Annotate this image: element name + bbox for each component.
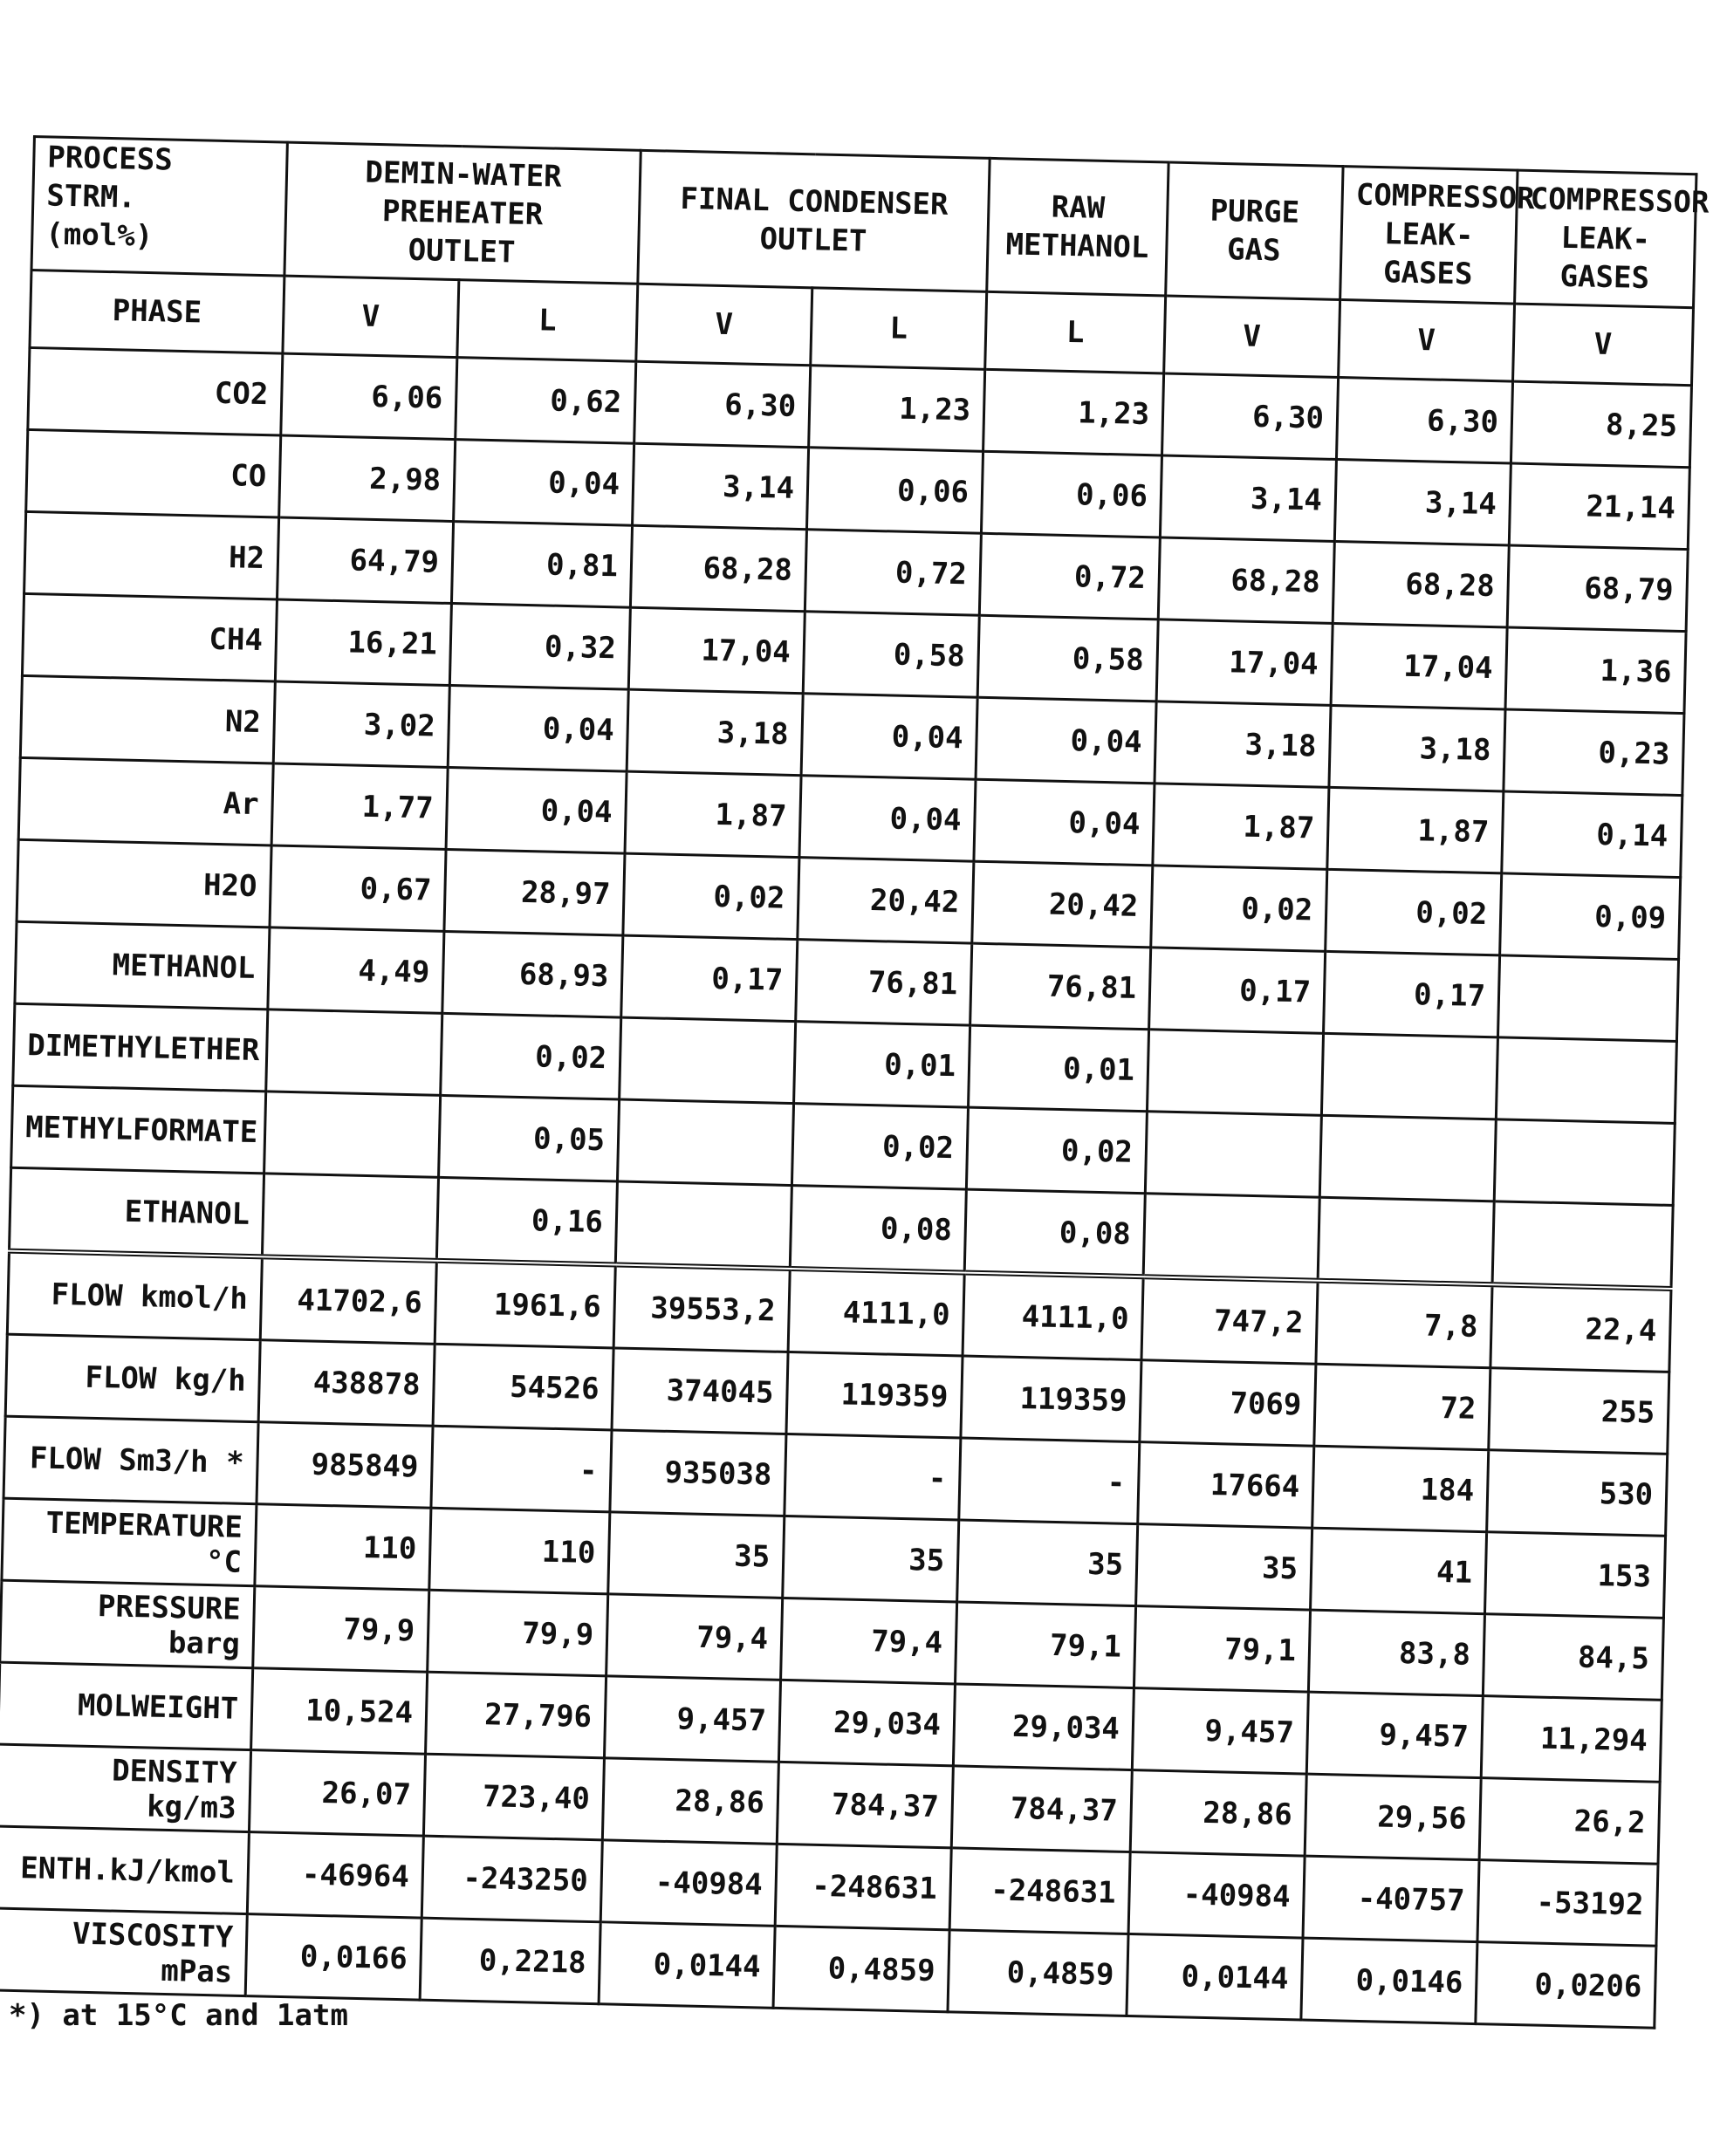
value-cell: 79,1 <box>956 1602 1136 1688</box>
value-cell: 1,77 <box>271 763 448 850</box>
group-title-line1: RAW <box>1051 189 1106 226</box>
value-cell: 3,18 <box>1329 705 1505 791</box>
value-cell: 0,02 <box>1326 869 1502 955</box>
value-cell: 0,72 <box>805 530 981 616</box>
value-cell: 68,28 <box>1333 541 1509 627</box>
phase-cell: V <box>1339 300 1515 382</box>
value-cell: 72 <box>1314 1364 1490 1450</box>
group-title-line1: FINAL CONDENSER <box>680 181 949 222</box>
process-stream-table <box>0 135 1710 2029</box>
value-cell: 4,49 <box>268 927 444 1014</box>
row-label: METHANOL <box>15 921 270 1010</box>
process-stream-header <box>31 137 287 277</box>
value-cell: 4111,0 <box>963 1273 1143 1360</box>
footnote: *) at 15°C and 1atm <box>9 1998 348 2033</box>
process-stream-label: PROCESS STRM. <box>45 140 174 216</box>
value-cell: 1,87 <box>625 771 801 858</box>
value-cell: 0,67 <box>270 845 446 932</box>
row-label: METHYLFORMATE <box>11 1085 266 1174</box>
row-label: DENSITY kg/m3 <box>0 1744 251 1832</box>
value-cell: - <box>431 1426 612 1512</box>
phase-cell: V <box>636 284 812 366</box>
value-cell: 20,42 <box>972 861 1153 948</box>
value-cell: 0,0144 <box>599 1922 775 2009</box>
value-cell: 0,04 <box>801 694 977 780</box>
phase-cell: V <box>1164 296 1340 378</box>
group-title-line2: LEAK-GASES <box>1559 220 1651 297</box>
value-cell: 28,86 <box>1130 1770 1306 1857</box>
value-cell: 26,2 <box>1479 1778 1660 1865</box>
value-cell: 110 <box>429 1508 610 1594</box>
value-cell <box>1492 1201 1673 1289</box>
value-cell: 20,42 <box>798 858 974 944</box>
value-cell: 9,457 <box>604 1676 780 1762</box>
mol-percent-label: (mol%) <box>45 216 154 255</box>
value-cell: 35 <box>957 1520 1138 1606</box>
value-cell <box>1145 1112 1321 1198</box>
value-cell: 784,37 <box>951 1766 1132 1852</box>
value-cell: 119359 <box>961 1356 1141 1442</box>
value-cell <box>1496 1037 1676 1124</box>
value-cell: 2,98 <box>279 435 456 522</box>
group-header-final-condenser <box>638 150 990 291</box>
group-header-purge-gas <box>1166 162 1343 299</box>
value-cell: 1,23 <box>983 369 1164 455</box>
phase-cell: L <box>457 280 638 362</box>
value-cell: 0,0166 <box>245 1914 421 2001</box>
value-cell: 0,4859 <box>773 1926 949 2012</box>
value-cell: 530 <box>1487 1450 1668 1537</box>
value-cell: 83,8 <box>1308 1610 1484 1696</box>
value-cell: 35 <box>783 1516 959 1602</box>
value-cell: -248631 <box>949 1848 1130 1934</box>
value-cell: 0,0206 <box>1476 1942 1656 2029</box>
value-cell: 0,04 <box>799 776 976 862</box>
value-cell: 0,04 <box>974 779 1155 866</box>
value-cell: 22,4 <box>1490 1284 1671 1372</box>
value-cell: 0,04 <box>976 697 1156 784</box>
value-cell <box>1318 1197 1494 1284</box>
row-label: Ar <box>18 757 273 845</box>
value-cell: 0,06 <box>806 448 983 534</box>
value-cell <box>1497 955 1678 1042</box>
value-cell <box>1319 1115 1496 1201</box>
value-cell: 1961,6 <box>435 1261 615 1348</box>
phase-cell: V <box>283 276 459 358</box>
group-header-raw-methanol <box>987 158 1168 296</box>
value-cell: 6,06 <box>281 353 457 440</box>
phase-cell: L <box>985 291 1166 373</box>
phase-label: PHASE <box>30 270 284 353</box>
value-cell: 28,97 <box>444 849 625 935</box>
value-cell: 0,02 <box>791 1104 968 1190</box>
value-cell: 4111,0 <box>788 1269 964 1356</box>
value-cell: -46964 <box>247 1832 423 1919</box>
value-cell: 110 <box>255 1504 431 1591</box>
value-cell: 64,79 <box>278 517 454 604</box>
value-cell: 29,034 <box>778 1680 955 1766</box>
value-cell: 17,04 <box>1156 619 1333 706</box>
value-cell: -243250 <box>421 1836 602 1922</box>
value-cell: -248631 <box>775 1844 951 1930</box>
value-cell <box>264 1092 441 1178</box>
value-cell <box>262 1174 438 1261</box>
value-cell: 54526 <box>433 1344 613 1430</box>
value-cell: 26,07 <box>249 1750 425 1837</box>
row-label: PRESSURE barg <box>0 1580 255 1668</box>
value-cell: 0,04 <box>448 685 628 771</box>
value-cell <box>1321 1033 1497 1119</box>
value-cell: 7,8 <box>1316 1281 1492 1368</box>
value-cell: 0,05 <box>439 1095 620 1181</box>
value-cell: 1,23 <box>809 366 985 452</box>
value-cell: 3,14 <box>1160 455 1336 542</box>
row-label: CO <box>26 429 281 517</box>
value-cell: 0,01 <box>794 1022 970 1108</box>
value-cell <box>1494 1119 1675 1206</box>
value-cell: 0,0146 <box>1301 1938 1477 2024</box>
value-cell: 0,09 <box>1500 873 1681 960</box>
value-cell: 76,81 <box>796 940 972 1026</box>
value-cell: 935038 <box>610 1430 786 1516</box>
value-cell: 35 <box>608 1512 785 1598</box>
value-cell: 6,30 <box>1162 373 1339 460</box>
value-cell: 1,36 <box>1505 627 1686 714</box>
value-cell: 0,17 <box>1324 951 1500 1037</box>
phase-cell: V <box>1513 304 1694 386</box>
value-cell: 29,034 <box>953 1684 1134 1770</box>
group-title-line1: PURGE <box>1209 193 1300 230</box>
value-cell: 27,796 <box>426 1672 606 1758</box>
row-label: CO2 <box>28 347 283 435</box>
value-cell: 255 <box>1489 1368 1669 1454</box>
group-header-compressor-leak-gases-2 <box>1515 170 1710 308</box>
value-cell: 79,4 <box>781 1598 957 1684</box>
value-cell: 0,02 <box>623 853 799 940</box>
value-cell: 0,17 <box>1149 948 1326 1034</box>
value-cell: 0,0144 <box>1127 1934 1303 2021</box>
value-cell: 39553,2 <box>613 1264 790 1352</box>
value-cell: 784,37 <box>777 1762 953 1848</box>
value-cell: 29,56 <box>1305 1774 1481 1860</box>
row-label: TEMPERATURE °C <box>2 1498 257 1586</box>
value-cell: 0,17 <box>621 935 798 1022</box>
value-cell: 3,14 <box>633 443 809 530</box>
row-label: CH4 <box>22 593 277 681</box>
value-cell: 79,1 <box>1134 1606 1310 1693</box>
value-cell: 0,02 <box>966 1107 1147 1194</box>
group-title-line1: COMPRESSOR <box>1355 177 1535 217</box>
row-label: FLOW kmol/h <box>7 1251 262 1340</box>
value-cell: 985849 <box>257 1422 433 1509</box>
value-cell: -40984 <box>1128 1852 1305 1939</box>
value-cell: 68,28 <box>1158 537 1334 624</box>
value-cell: 0,4859 <box>948 1930 1128 2016</box>
value-cell: 17,04 <box>1331 623 1507 709</box>
value-cell: 0,14 <box>1502 791 1682 878</box>
value-cell <box>617 1099 793 1186</box>
phase-cell: L <box>811 288 987 370</box>
group-header-compressor-leak-gases-1 <box>1340 167 1535 304</box>
value-cell: 0,08 <box>964 1189 1145 1276</box>
value-cell: 0,62 <box>456 358 636 444</box>
value-cell: 0,58 <box>803 612 979 698</box>
value-cell: -40984 <box>600 1840 777 1927</box>
row-label: ETHANOL <box>9 1167 264 1256</box>
value-cell: -53192 <box>1477 1860 1658 1947</box>
value-cell: 68,93 <box>442 931 623 1017</box>
value-cell: - <box>959 1438 1140 1524</box>
value-cell: 0,08 <box>790 1186 966 1273</box>
value-cell: 0,72 <box>979 533 1160 619</box>
group-title-line2: OUTLET <box>408 232 516 270</box>
value-cell: 6,30 <box>634 361 811 448</box>
value-cell: 79,9 <box>253 1586 429 1673</box>
row-label: FLOW kg/h <box>5 1334 260 1422</box>
row-label: VISCOSITY mPas <box>0 1908 247 1996</box>
value-cell: -40757 <box>1303 1856 1479 1942</box>
row-label: MOLWEIGHT <box>0 1662 253 1750</box>
value-cell: 3,02 <box>273 681 449 768</box>
value-cell: 1,87 <box>1153 784 1329 870</box>
value-cell: 0,23 <box>1504 709 1684 796</box>
value-cell: 3,18 <box>627 689 803 776</box>
value-cell: 41702,6 <box>260 1256 436 1344</box>
group-title-line1: DEMIN-WATER PREHEATER <box>365 154 563 233</box>
value-cell: 21,14 <box>1509 463 1689 550</box>
value-cell: 723,40 <box>423 1754 604 1840</box>
value-cell <box>1143 1194 1319 1281</box>
value-cell: 153 <box>1484 1532 1665 1619</box>
value-cell: 10,524 <box>251 1668 428 1755</box>
value-cell: 7069 <box>1140 1360 1316 1447</box>
value-cell: 184 <box>1312 1446 1489 1532</box>
value-cell: - <box>785 1434 961 1520</box>
value-cell <box>1147 1030 1323 1116</box>
group-title-line2: GAS <box>1226 232 1282 269</box>
value-cell: 747,2 <box>1141 1276 1318 1364</box>
value-cell: 68,28 <box>630 525 806 612</box>
row-label: H2O <box>17 839 271 927</box>
value-cell: 0,58 <box>977 615 1158 702</box>
value-cell: 0,02 <box>441 1013 621 1099</box>
value-cell: 68,79 <box>1507 545 1688 632</box>
value-cell: 11,294 <box>1481 1696 1662 1783</box>
value-cell: 0,2218 <box>420 1918 600 2004</box>
value-cell: 9,457 <box>1132 1688 1308 1775</box>
row-label: H2 <box>24 511 279 599</box>
value-cell: 79,9 <box>428 1590 608 1676</box>
group-header-demin-water <box>284 142 641 284</box>
value-cell: 8,25 <box>1511 381 1691 468</box>
value-cell <box>266 1010 442 1096</box>
value-cell: 0,16 <box>436 1177 617 1264</box>
value-cell: 0,32 <box>449 604 630 690</box>
value-cell: 84,5 <box>1483 1614 1663 1701</box>
row-label: ENTH.kJ/kmol <box>0 1826 249 1914</box>
value-cell: 28,86 <box>602 1758 778 1845</box>
table-body <box>0 347 1692 2028</box>
row-label: FLOW Sm3/h * <box>3 1416 258 1504</box>
value-cell <box>620 1017 796 1104</box>
group-title-line1: COMPRESSOR <box>1530 181 1710 221</box>
value-cell: 3,14 <box>1334 459 1511 545</box>
value-cell: 3,18 <box>1155 702 1331 788</box>
value-cell: 76,81 <box>970 943 1151 1030</box>
group-title-line2: METHANOL <box>1005 227 1149 266</box>
value-cell: 6,30 <box>1336 378 1512 464</box>
value-cell: 17664 <box>1138 1442 1314 1529</box>
value-cell: 1,87 <box>1327 787 1504 873</box>
value-cell: 374045 <box>612 1348 788 1434</box>
value-cell: 0,81 <box>451 522 632 608</box>
value-cell: 41 <box>1311 1528 1487 1614</box>
value-cell: 0,04 <box>454 440 634 526</box>
value-cell: 17,04 <box>628 607 805 694</box>
value-cell: 79,4 <box>606 1594 783 1680</box>
row-label: DIMETHYLETHER <box>13 1003 268 1092</box>
value-cell: 438878 <box>258 1340 435 1427</box>
value-cell: 16,21 <box>275 599 451 686</box>
value-cell: 0,02 <box>1151 866 1327 952</box>
value-cell <box>615 1181 791 1269</box>
group-title-line2: LEAK-GASES <box>1382 216 1474 292</box>
group-title-line2: OUTLET <box>759 221 867 259</box>
value-cell: 9,457 <box>1306 1692 1483 1778</box>
value-cell: 35 <box>1136 1524 1312 1611</box>
value-cell: 0,06 <box>981 451 1162 537</box>
value-cell: 0,01 <box>969 1025 1149 1112</box>
row-label: N2 <box>20 675 275 763</box>
value-cell: 0,04 <box>446 767 627 853</box>
value-cell: 119359 <box>786 1352 963 1438</box>
